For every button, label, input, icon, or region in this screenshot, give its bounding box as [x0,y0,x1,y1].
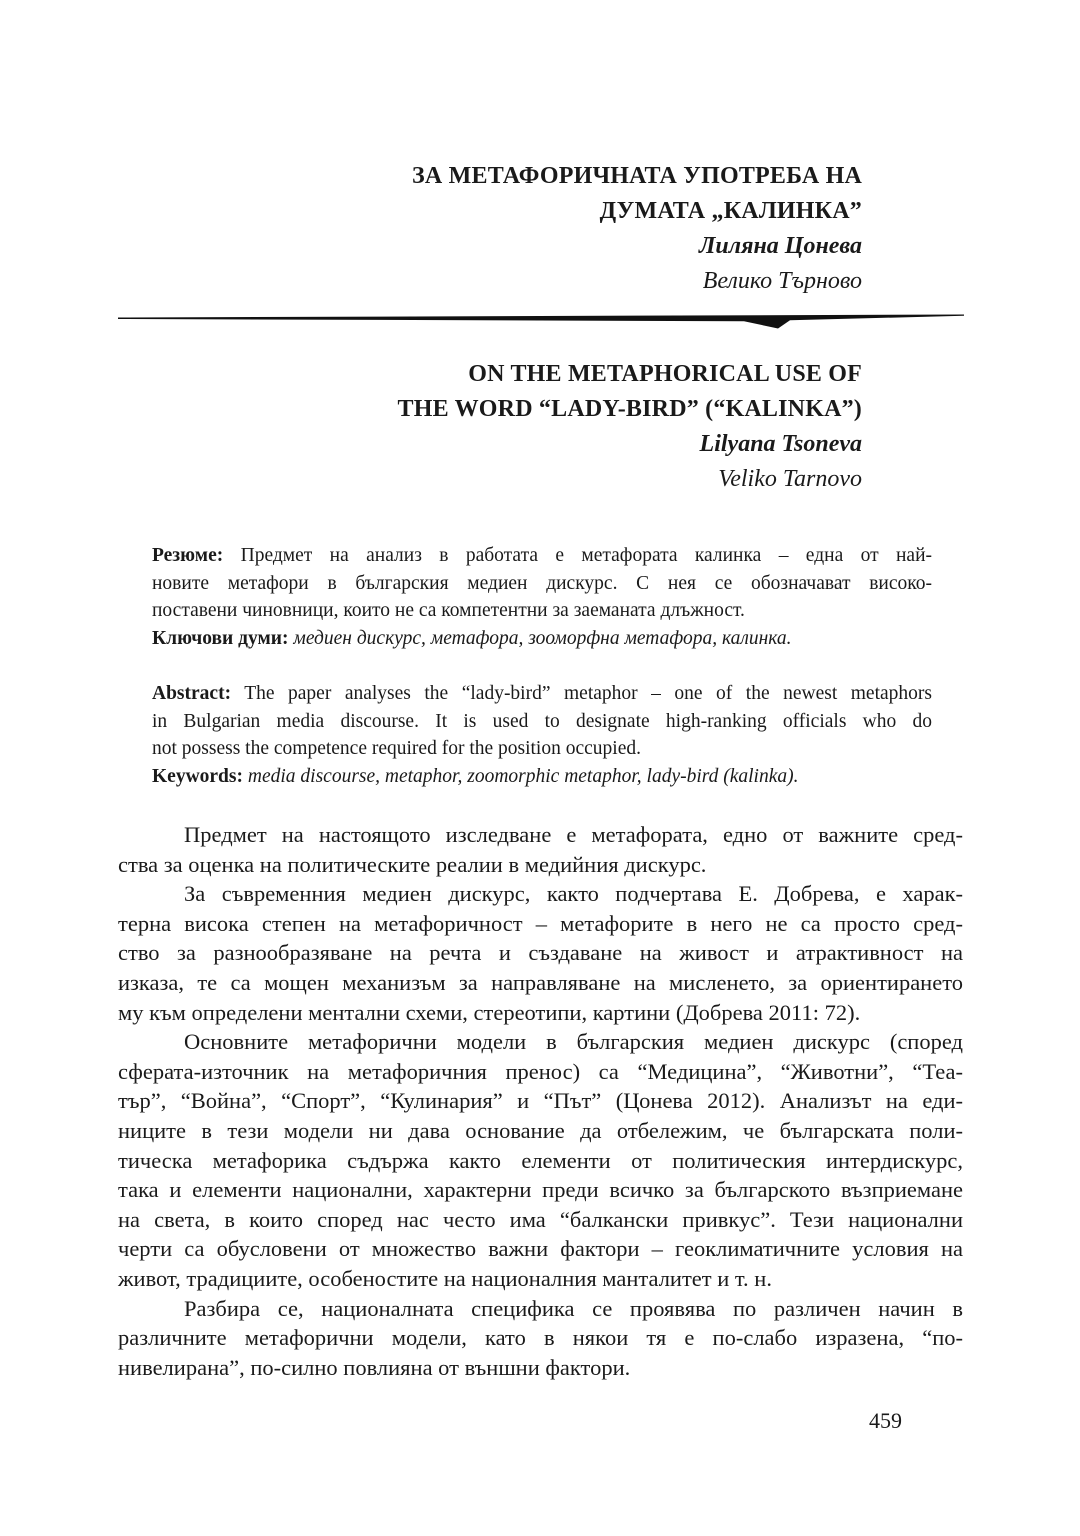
english-keywords: media discourse, metaphor, zoomorphic metaphor, lady-bird (kalinka). [243,765,799,787]
body-line: различните метафорични модели, като в някои тя е по-слабо изразена, “по- [118,1325,963,1351]
english-abstract-line-1 [152,680,932,708]
body-line: черти са обусловени от множество важни фактори – геоклиматичните условия на [118,1236,963,1262]
bulgarian-abstract-label: Резюме: [152,545,224,566]
english-abstract-line-2: in Bulgarian media discourse. It is used to designate high-ranking officials who do [152,710,932,732]
english-abstract-text-1: The paper analyses the “lady-bird” metaphor – one of the newest metaphors [231,683,932,704]
body-line: сферата-източник на метафоричния пренос) са “Медицина”, “Животни”, “Теа- [118,1058,963,1084]
english-abstract [152,680,932,790]
english-abstract-line-3: not possess the competence required for the position occupied. [152,738,641,759]
english-author: Lilyana Tsoneva [699,431,862,457]
bulgarian-title-line-1: ЗА МЕТАФОРИЧНАТА УПОТРЕБА НА [412,163,862,189]
body-line: терна висока степен на метафоричност – метафорите в него не са просто сред- [118,910,963,936]
body-line: му към определени ментални схеми, стереотипи, картини (Добрева 2011: 72). [118,999,861,1025]
body-line: Разбира се, националната специфика се проявява по различен начин в [184,1295,963,1321]
bulgarian-abstract-line-3: поставени чиновници, които не са компетентни за заеманата длъжност. [152,600,745,621]
bulgarian-author: Лиляна Цонева [698,233,862,259]
bulgarian-title-line-2: ДУМАТА „КАЛИНКА” [599,198,862,224]
body-line: така и елементи национални, характерни преди всичко за българското възприемане [118,1177,963,1203]
body-line: Основните метафорични модели в българския медиен дискурс (според [184,1029,963,1055]
english-abstract-label: Abstract: [152,683,232,704]
bulgarian-abstract-text-1: Предмет на анализ в работата е метафората калинка – една от най- [223,545,932,566]
bulgarian-keywords-line [152,625,932,653]
body-line: нивелирана”, по-силно повлияна от външни фактори. [118,1354,631,1380]
bulgarian-title-block [412,159,862,299]
english-title-block [398,357,862,497]
body-line: на света, в които според нас често има “балкански привкус”. Тези национални [118,1206,963,1232]
body-line: Предмет на настоящото изследване е метафората, едно от важните сред- [184,822,963,847]
bulgarian-abstract-line-2: новите метафори в българския медиен дискурс. С нея се обозначават високо- [152,572,932,594]
page-number: 459 [869,1408,902,1433]
english-keywords-line [152,763,932,791]
body-text [118,820,963,1382]
bulgarian-abstract-line-1 [152,542,932,570]
english-title-line-1: ON THE METAPHORICAL USE OF [468,361,862,387]
english-keywords-label: Keywords: [152,765,243,787]
bulgarian-keywords-label: Ключови думи: [152,627,289,649]
bulgarian-place: Велико Търново [702,268,862,294]
bulgarian-keywords: медиен дискурс, метафора, зооморфна метафора, калинка. [288,627,792,649]
body-line: живот, традициите, особеностите на националния манталитет и т. н. [118,1265,772,1291]
english-title-line-2: THE WORD “LADY-BIRD” (“KALINKA”) [397,396,862,422]
bulgarian-abstract [152,542,932,652]
body-line: тическа метафорика съдържа както елементи от политическия интердискурс, [118,1147,963,1173]
title-divider [118,312,964,330]
body-line: изказа, те са мощен механизъм за направляване на мисленето, за ориентирането [118,969,963,995]
body-line: ства за оценка на политическите реалии в медийния дискурс. [118,851,707,877]
body-line: За съвременния медиен дискурс, както подчертава Е. Добрева, е харак- [184,881,963,907]
body-line: тър”, “Война”, “Спорт”, “Кулинария” и “Път” (Цонева 2012). Анализът на еди- [118,1088,963,1114]
english-place: Veliko Tarnovo [718,466,862,492]
body-line: ство за разнообразяване на речта и създаване на живост и атрактивност на [118,940,963,966]
body-line: ниците в тези модели ни дава основание да отбележим, че българската поли- [118,1117,963,1143]
